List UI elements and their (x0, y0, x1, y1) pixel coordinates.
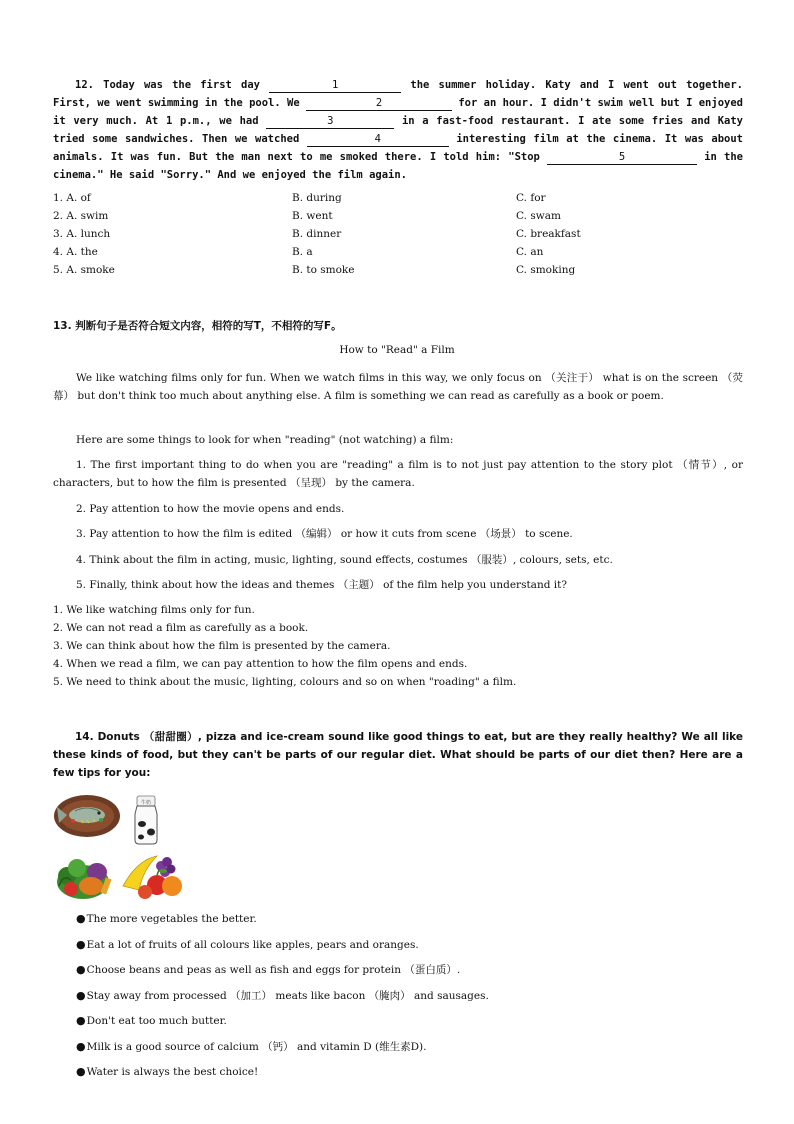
question-14-intro (53, 728, 743, 782)
option-a[interactable]: 2. A. swim (53, 210, 109, 222)
bullet-icon: ● (76, 1065, 86, 1078)
fish-plate-icon (54, 795, 120, 837)
option-b[interactable]: B. to smoke (292, 264, 355, 276)
option-c[interactable]: C. an (516, 246, 544, 258)
milk-bottle-icon (135, 796, 157, 844)
cloze-blank-3[interactable]: 3 (266, 115, 394, 129)
tip-item (76, 961, 743, 987)
option-b[interactable]: B. dinner (292, 228, 342, 240)
tip-item (76, 1063, 743, 1089)
cloze-text: for an hour. I didn't swim well but I enjoyed it very much. At 1 p.m., we had (53, 97, 743, 127)
bullet-icon: ● (76, 912, 86, 925)
passage-title: How to "Read" a Film (339, 344, 455, 356)
cloze-blank-4[interactable]: 4 (307, 133, 449, 147)
bullet-icon: ● (76, 1014, 86, 1027)
intro-text: 14. Donuts （甜甜圈）, pizza and ice-cream sound like good things to eat, but are they really healthy? We all like these kinds of food, but they can't be parts of our regular diet. What should be parts of our diet then? Here are a few tips for you: (53, 731, 743, 779)
cloze-text: the summer holiday. Katy and I went out together. First, we went swimming in the pool. We (53, 79, 744, 109)
passage-paragraph: 3. Pay attention to how the film is edited （编辑） or how it cuts from scene （场景） to scene. (76, 528, 573, 540)
statement: 5. We need to think about the music, lighting, colours and so on when "roading" a film. (53, 676, 517, 688)
cloze-blank-5[interactable]: 5 (547, 151, 697, 165)
bullet-icon: ● (76, 1039, 86, 1053)
vegetables-icon (57, 859, 112, 899)
tip-item (76, 1038, 743, 1064)
option-b[interactable]: B. a (292, 246, 313, 258)
passage-paragraph: We like watching films only for fun. When we watch films in this way, we only focus on （关注于） what is on the screen （荧幕） but don't think too much about anything else. A film is something we can read as carefully as a book or poem. (53, 372, 743, 402)
food-illustrations (53, 790, 183, 902)
option-c[interactable]: C. breakfast (516, 228, 581, 240)
tip-text: Stay away from processed （加工） meats like bacon （腌肉） and sausages. (86, 989, 489, 1002)
tip-text: Eat a lot of fruits of all colours like apples, pears and oranges. (86, 938, 419, 951)
option-row (53, 210, 743, 228)
passage-paragraph: 2. Pay attention to how the movie opens and ends. (76, 503, 345, 515)
option-row (53, 192, 743, 210)
tip-text: Milk is a good source of calcium （钙） and vitamin D (维生素D). (86, 1040, 427, 1053)
tip-text: The more vegetables the better. (86, 913, 257, 925)
bullet-icon: ● (76, 963, 86, 976)
bullet-icon: ● (76, 937, 86, 951)
option-row (53, 228, 743, 246)
tip-text: Don't eat too much butter. (86, 1015, 227, 1027)
cloze-text: Today was the first day (103, 79, 270, 91)
tip-text: Choose beans and peas as well as fish and eggs for protein （蛋白质）. (86, 964, 461, 976)
tip-item (76, 1012, 743, 1038)
option-row (53, 264, 743, 282)
milk-label: 牛奶 (140, 800, 152, 806)
cloze-blank-1[interactable]: 1 (269, 79, 401, 93)
option-c[interactable]: C. for (516, 192, 546, 204)
food-illustrations-svg (53, 790, 183, 902)
bullet-icon: ● (76, 988, 86, 1002)
passage-paragraph: 4. Think about the film in acting, music, lighting, sound effects, costumes （服装）, colours, sets, etc. (76, 554, 613, 566)
cloze-blank-2[interactable]: 2 (306, 97, 452, 111)
cloze-text: in a fast-food restaurant. I ate some fries and Katy tried some sandwiches. Then we watched (53, 115, 743, 145)
passage-paragraph: Here are some things to look for when "reading" (not watching) a film: (76, 434, 454, 446)
option-a[interactable]: 4. A. the (53, 246, 98, 258)
option-a[interactable]: 3. A. lunch (53, 228, 111, 240)
statement: 4. When we read a film, we can pay attention to how the film opens and ends. (53, 658, 468, 670)
option-a[interactable]: 1. A. of (53, 192, 91, 204)
question-number: 12. (75, 79, 94, 91)
diet-tips-list (76, 910, 743, 1089)
passage-paragraph: 1. The first important thing to do when you are "reading" a film is to not just pay attention to the story plot （情节）, or characters, but to how the film is presented （呈现） by the camera. (53, 459, 743, 489)
question-12-options (53, 192, 743, 282)
option-a[interactable]: 5. A. smoke (53, 264, 115, 276)
option-c[interactable]: C. smoking (516, 264, 576, 276)
cloze-text: interesting film at the cinema. It was about animals. It was fun. But the man next to me smoked there. I told him: "Stop (53, 133, 743, 163)
option-b[interactable]: B. went (292, 210, 333, 222)
question-12-cloze (53, 76, 743, 184)
tip-text: Water is always the best choice! (86, 1066, 259, 1078)
tip-item (76, 987, 743, 1013)
option-c[interactable]: C. swam (516, 210, 561, 222)
cloze-text: in the cinema." He said "Sorry." And we enjoyed the film again. (53, 151, 743, 181)
statement: 2. We can not read a film as carefully as a book. (53, 622, 309, 634)
statement: 1. We like watching films only for fun. (53, 604, 255, 616)
tip-item (76, 936, 743, 962)
option-b[interactable]: B. during (292, 192, 342, 204)
fruits-icon (123, 856, 182, 899)
statement: 3. We can think about how the film is presented by the camera. (53, 640, 391, 652)
tip-item (76, 910, 743, 936)
passage-paragraph: 5. Finally, think about how the ideas and themes （主题） of the film help you understand it? (76, 579, 567, 591)
option-row (53, 246, 743, 264)
true-false-statements (53, 601, 743, 691)
question-13-instruction: 13. 判断句子是否符合短文内容，相符的写T，不相符的写F。 (53, 320, 342, 332)
